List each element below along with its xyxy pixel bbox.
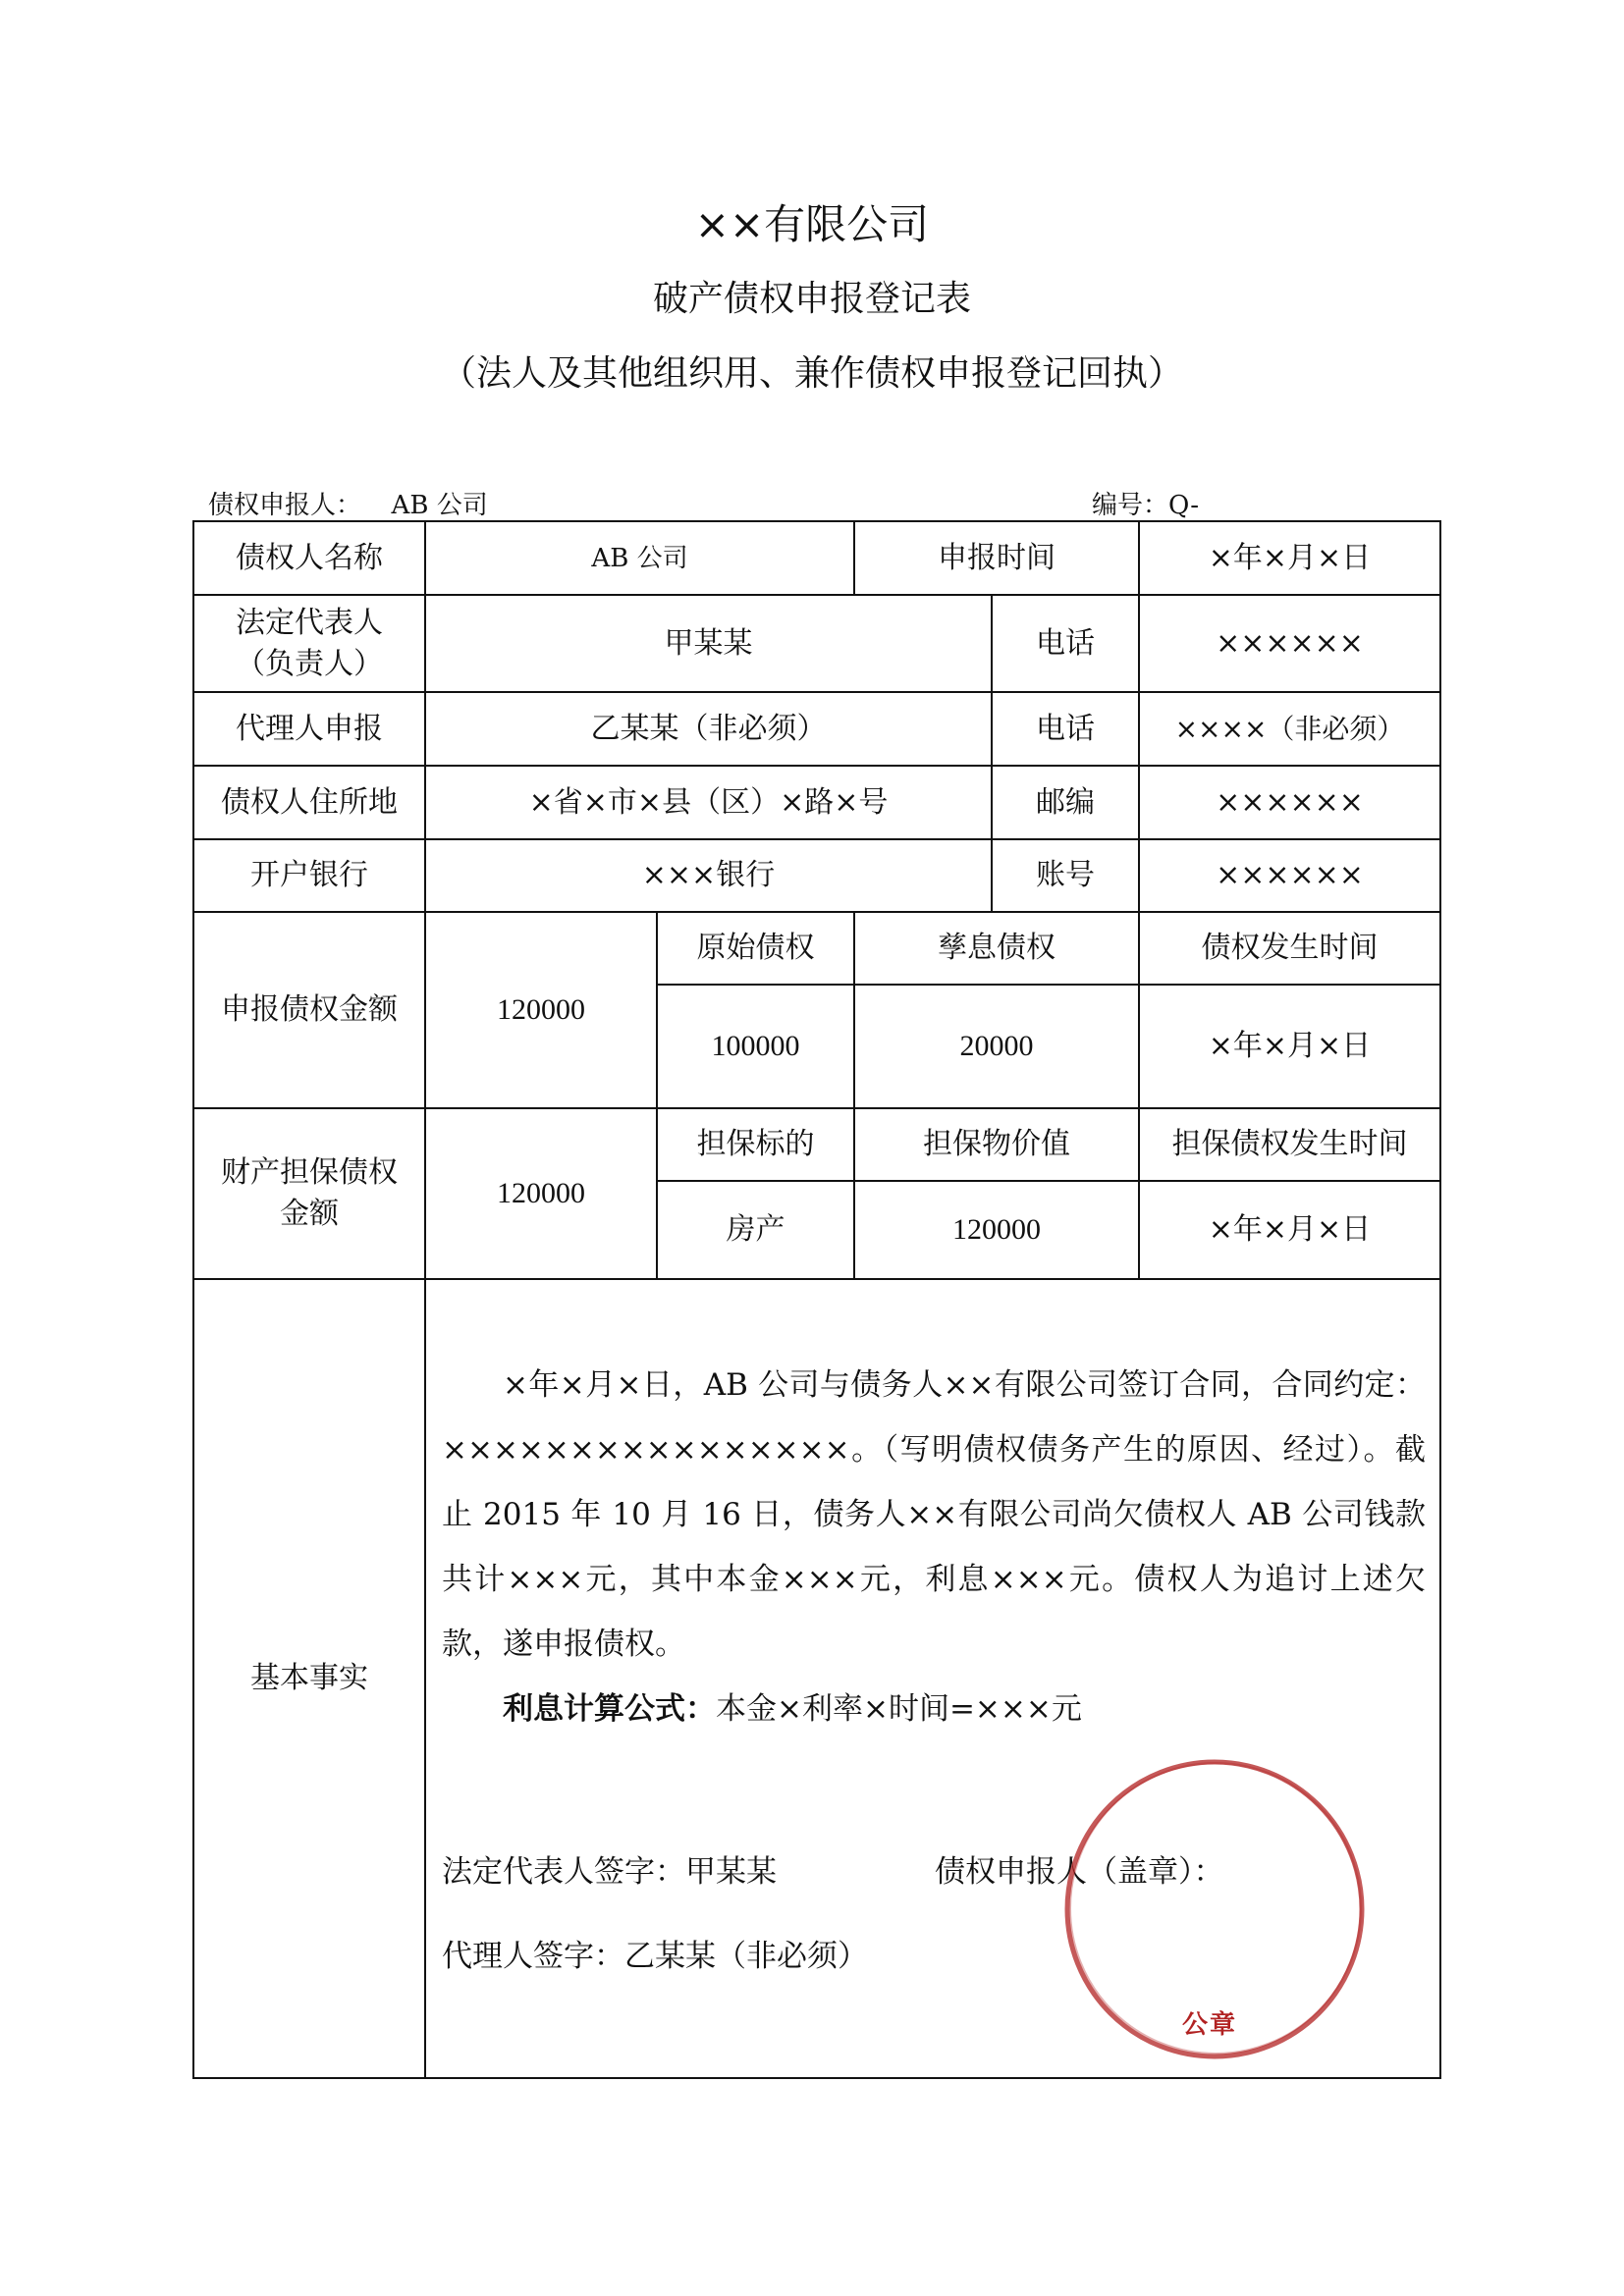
- claim-date-header: 债权发生时间: [1139, 912, 1440, 985]
- applicant-label: 债权申报人：: [208, 491, 362, 520]
- legal-rep-row: [193, 595, 1440, 692]
- address-row: [193, 766, 1440, 839]
- company-title: ××有限公司: [694, 200, 930, 248]
- account-label: 账号: [992, 839, 1139, 912]
- agent-phone-label: 电话: [992, 692, 1139, 766]
- form-number-value: Q-: [1168, 491, 1200, 520]
- secured-header-row: [193, 1108, 1440, 1181]
- bank-value: ×××银行: [425, 839, 992, 912]
- legal-rep-signature: 法定代表人签字：甲某某: [442, 1854, 777, 1890]
- account-value: ××××××: [1139, 839, 1440, 912]
- secured-label-line1: 财产担保债权: [221, 1155, 398, 1190]
- creditor-name-row: [193, 521, 1440, 595]
- agent-phone-value: ××××（非必须）: [1139, 692, 1440, 766]
- collateral-worth-value: 120000: [854, 1181, 1139, 1279]
- legal-rep-value: 甲某某: [425, 595, 992, 692]
- filing-date-label: 申报时间: [854, 521, 1139, 595]
- applicant-line: [208, 485, 488, 521]
- interest-formula: [442, 1677, 1426, 1741]
- agent-signature: 代理人签字：乙某某（非必须）: [442, 1939, 868, 1974]
- creditor-name-value: AB 公司: [425, 521, 854, 595]
- legal-rep-phone-label: 电话: [992, 595, 1139, 692]
- filing-date-value: ×年×月×日: [1139, 521, 1440, 595]
- seal-label: 公章: [1182, 2010, 1238, 2040]
- form-title: 破产债权申报登记表: [652, 279, 971, 319]
- agent-label: 代理人申报: [193, 692, 425, 766]
- form-subtitle: （法人及其他组织用、兼作债权申报登记回执）: [440, 353, 1183, 394]
- formula-value: 本金×利率×时间=×××元: [716, 1691, 1082, 1727]
- postcode-value: ××××××: [1139, 766, 1440, 839]
- claim-amount-label: 申报债权金额: [193, 912, 425, 1108]
- collateral-value: 房产: [657, 1181, 854, 1279]
- creditor-name-label: 债权人名称: [193, 521, 425, 595]
- agent-row: [193, 692, 1440, 766]
- claim-amount-header-row: [193, 912, 1440, 985]
- bank-label: 开户银行: [193, 839, 425, 912]
- secured-label-line2: 金额: [280, 1197, 339, 1231]
- facts-paragraph: ×年×月×日，AB 公司与债务人××有限公司签订合同，合同约定：××××××××××××××××。（写明债权债务产生的原因、经过）。截止 2015 年 10 月 16 日，债务人××有限公司尚欠债权人 AB 公司钱款共计×××元，其中本金×××元，利息×××元。债权人为追讨上述欠款，遂申报债权。: [442, 1367, 1426, 1662]
- legal-rep-label: [193, 595, 425, 692]
- form-number-label: 编号：: [1092, 491, 1169, 520]
- bank-row: [193, 839, 1440, 912]
- applicant-seal-line: 债权申报人（盖章）：: [935, 1854, 1224, 1890]
- claim-amount-total: 120000: [425, 912, 657, 1108]
- interest-claim-value: 20000: [854, 985, 1139, 1108]
- form-number: [1092, 485, 1199, 521]
- legal-rep-phone-value: ××××××: [1139, 595, 1440, 692]
- secured-date-value: ×年×月×日: [1139, 1181, 1440, 1279]
- interest-claim-header: 孳息债权: [854, 912, 1139, 985]
- original-claim-header: 原始债权: [657, 912, 854, 985]
- applicant-value: AB 公司: [391, 491, 488, 520]
- postcode-label: 邮编: [992, 766, 1139, 839]
- secured-total: 120000: [425, 1108, 657, 1279]
- facts-body: [442, 1353, 1426, 1741]
- legal-rep-label-line1: 法定代表人: [236, 605, 383, 640]
- secured-date-header: 担保债权发生时间: [1139, 1108, 1440, 1181]
- address-value: ×省×市×县（区）×路×号: [425, 766, 992, 839]
- secured-label: [193, 1108, 425, 1279]
- collateral-header: 担保标的: [657, 1108, 854, 1181]
- collateral-value-header: 担保物价值: [854, 1108, 1139, 1181]
- formula-label: 利息计算公式：: [503, 1691, 716, 1727]
- claim-date-value: ×年×月×日: [1139, 985, 1440, 1108]
- address-label: 债权人住所地: [193, 766, 425, 839]
- facts-label: 基本事实: [193, 1279, 425, 2078]
- agent-value: 乙某某（非必须）: [425, 692, 992, 766]
- original-claim-value: 100000: [657, 985, 854, 1108]
- legal-rep-label-line2: （负责人）: [236, 646, 383, 681]
